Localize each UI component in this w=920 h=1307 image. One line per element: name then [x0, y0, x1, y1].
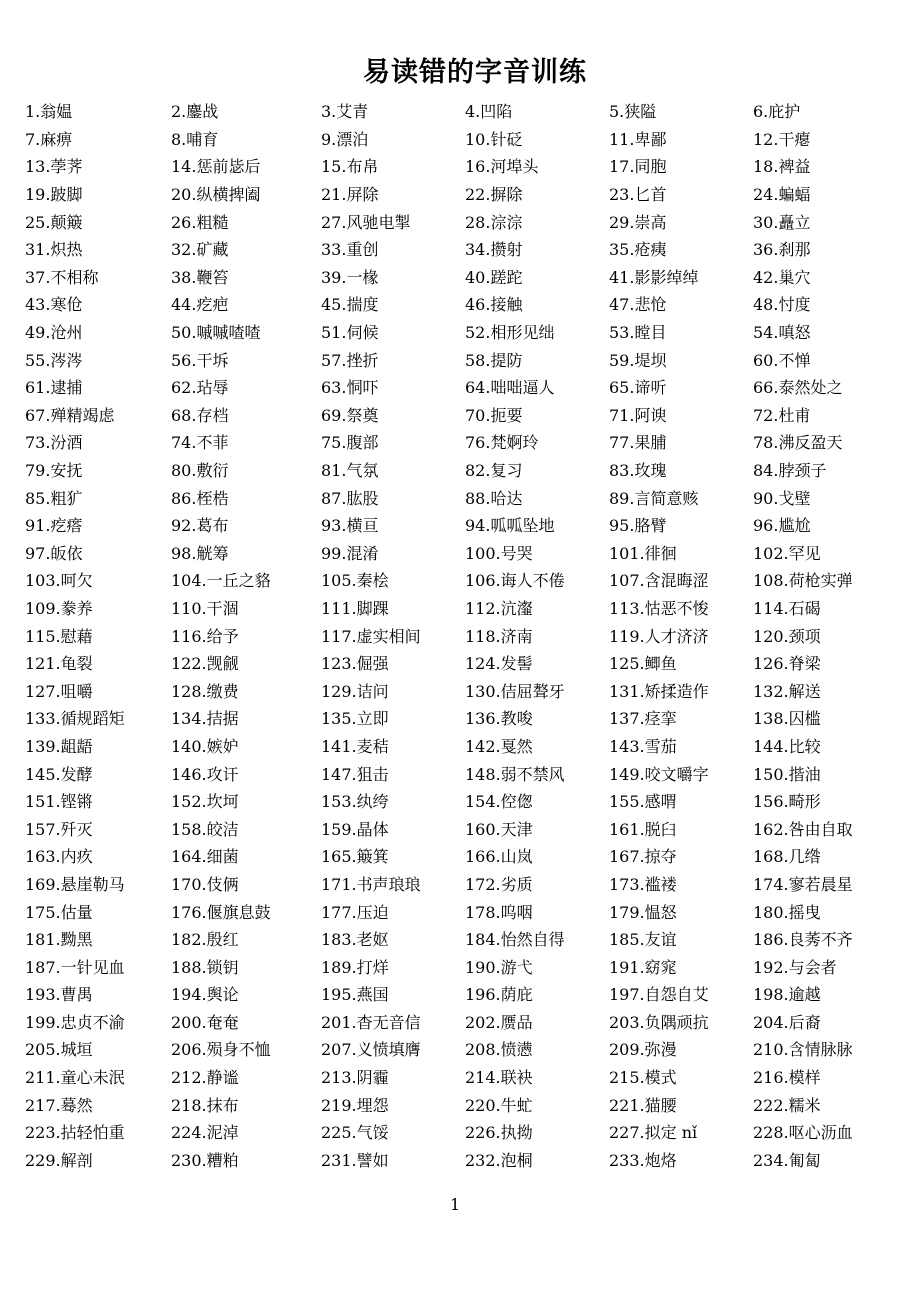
- vocab-item: 14.惩前毖后: [171, 157, 261, 177]
- vocab-item: 45.揣度: [321, 295, 379, 315]
- vocab-item: 5.狭隘: [609, 102, 657, 122]
- vocab-item: 79.安抚: [25, 461, 83, 481]
- vocab-item: 218.抹布: [171, 1095, 239, 1115]
- vocab-item: 93.横亘: [321, 516, 379, 536]
- vocab-item: 167.掠夺: [609, 847, 677, 867]
- vocab-item: 161.脱臼: [609, 819, 677, 839]
- vocab-item: 74.不菲: [171, 433, 229, 453]
- vocab-row: [25, 676, 905, 704]
- vocab-row: [25, 1146, 905, 1174]
- vocab-row: [25, 1035, 905, 1063]
- vocab-item: 209.弥漫: [609, 1040, 677, 1060]
- vocab-item: 137.痉挛: [609, 709, 677, 729]
- vocab-item: 83.玫瑰: [609, 461, 667, 481]
- vocab-item: 135.立即: [321, 709, 389, 729]
- vocab-item: 24.蝙蝠: [753, 185, 811, 205]
- vocab-row: [25, 759, 905, 787]
- vocab-item: 28.淙淙: [465, 212, 523, 232]
- vocab-item: 31.炽热: [25, 240, 83, 260]
- vocab-row: [25, 842, 905, 870]
- vocab-item: 158.皎洁: [171, 819, 239, 839]
- vocab-item: 210.含情脉脉: [753, 1040, 853, 1060]
- vocab-item: 140.嫉妒: [171, 736, 239, 756]
- vocab-row: [25, 263, 905, 291]
- vocab-item: 65.谛听: [609, 378, 667, 398]
- vocab-item: 110.干涸: [171, 598, 239, 618]
- vocab-item: 52.相形见绌: [465, 323, 555, 343]
- vocab-item: 208.愤懑: [465, 1040, 533, 1060]
- vocab-item: 16.河埠头: [465, 157, 539, 177]
- vocab-item: 190.游弋: [465, 957, 533, 977]
- vocab-item: 51.伺候: [321, 323, 379, 343]
- vocab-item: 188.锁钥: [171, 957, 239, 977]
- vocab-item: 10.针砭: [465, 129, 523, 149]
- vocab-row: [25, 401, 905, 429]
- vocab-item: 199.忠贞不渝: [25, 1012, 125, 1032]
- vocab-item: 7.麻痹: [25, 129, 73, 149]
- vocab-row: [25, 1063, 905, 1091]
- vocab-item: 99.混淆: [321, 543, 379, 563]
- vocab-item: 203.负隅顽抗: [609, 1012, 709, 1032]
- vocab-item: 109.豢养: [25, 598, 93, 618]
- vocab-item: 62.玷辱: [171, 378, 229, 398]
- vocab-row: [25, 1090, 905, 1118]
- vocab-item: 87.肱股: [321, 488, 379, 508]
- vocab-item: 49.沧州: [25, 323, 83, 343]
- vocab-item: 178.呜咽: [465, 902, 533, 922]
- vocab-item: 156.畸形: [753, 792, 821, 812]
- vocab-item: 23.匕首: [609, 185, 667, 205]
- vocab-item: 76.梵婀玲: [465, 433, 539, 453]
- vocab-row: [25, 649, 905, 677]
- vocab-item: 197.自怨自艾: [609, 985, 709, 1005]
- vocab-row: [25, 952, 905, 980]
- vocab-item: 176.偃旗息鼓: [171, 902, 271, 922]
- vocab-item: 59.堤坝: [609, 350, 667, 370]
- vocab-item: 224.泥淖: [171, 1123, 239, 1143]
- vocab-item: 27.风驰电掣: [321, 212, 411, 232]
- vocab-row: [25, 235, 905, 263]
- vocab-item: 174.寥若晨星: [753, 874, 853, 894]
- vocab-item: 171.书声琅琅: [321, 874, 421, 894]
- vocab-item: 181.黝黑: [25, 930, 93, 950]
- vocab-item: 58.提防: [465, 350, 523, 370]
- vocab-item: 6.庇护: [753, 102, 801, 122]
- vocab-item: 146.攻讦: [171, 764, 239, 784]
- vocab-item: 148.弱不禁风: [465, 764, 565, 784]
- vocab-item: 13.荸荠: [25, 157, 83, 177]
- vocab-item: 187.一针见血: [25, 957, 125, 977]
- vocab-row: [25, 180, 905, 208]
- vocab-item: 220.牛虻: [465, 1095, 533, 1115]
- vocab-item: 36.刹那: [753, 240, 811, 260]
- vocab-item: 152.坎坷: [171, 792, 239, 812]
- vocab-row: [25, 925, 905, 953]
- vocab-item: 219.埋怨: [321, 1095, 389, 1115]
- vocab-item: 120.颈项: [753, 626, 821, 646]
- vocab-item: 48.忖度: [753, 295, 811, 315]
- vocab-item: 215.模式: [609, 1068, 677, 1088]
- vocab-item: 175.估量: [25, 902, 93, 922]
- vocab-item: 132.解送: [753, 681, 821, 701]
- vocab-item: 196.荫庇: [465, 985, 533, 1005]
- vocab-item: 2.鏖战: [171, 102, 219, 122]
- vocab-item: 189.打烊: [321, 957, 389, 977]
- vocab-row: [25, 373, 905, 401]
- vocab-item: 154.倥偬: [465, 792, 533, 812]
- vocab-item: 128.缴费: [171, 681, 239, 701]
- vocab-row: [25, 980, 905, 1008]
- vocab-item: 103.呵欠: [25, 571, 93, 591]
- vocab-item: 54.嗔怒: [753, 323, 811, 343]
- vocab-item: 34.攒射: [465, 240, 523, 260]
- vocab-row: [25, 897, 905, 925]
- vocab-item: 168.几绺: [753, 847, 821, 867]
- vocab-item: 39.一椽: [321, 267, 379, 287]
- vocab-row: [25, 787, 905, 815]
- vocab-item: 163.内疚: [25, 847, 93, 867]
- vocab-item: 42.巢穴: [753, 267, 811, 287]
- vocab-item: 104.一丘之貉: [171, 571, 271, 591]
- vocab-item: 71.阿谀: [609, 405, 667, 425]
- vocab-item: 119.人才济济: [609, 626, 709, 646]
- vocab-item: 231.譬如: [321, 1150, 389, 1170]
- vocab-item: 108.荷枪实弹: [753, 571, 853, 591]
- vocab-item: 124.发髻: [465, 654, 533, 674]
- vocab-item: 233.炮烙: [609, 1150, 677, 1170]
- vocab-item: 143.雪茄: [609, 736, 677, 756]
- vocab-item: 145.发酵: [25, 764, 93, 784]
- vocab-row: [25, 207, 905, 235]
- vocab-item: 30.矗立: [753, 212, 811, 232]
- vocab-item: 82.复习: [465, 461, 523, 481]
- vocab-item: 157.歼灭: [25, 819, 93, 839]
- vocab-item: 114.石碣: [753, 598, 821, 618]
- vocab-item: 151.铿锵: [25, 792, 93, 812]
- vocab-item: 216.模样: [753, 1068, 821, 1088]
- vocab-item: 159.晶体: [321, 819, 389, 839]
- vocab-item: 217.蓦然: [25, 1095, 93, 1115]
- vocab-item: 228.呕心沥血: [753, 1123, 853, 1143]
- vocab-item: 198.逾越: [753, 985, 821, 1005]
- vocab-item: 1.翁媪: [25, 102, 73, 122]
- vocab-item: 126.脊梁: [753, 654, 821, 674]
- vocab-item: 223.拈轻怕重: [25, 1123, 125, 1143]
- vocab-item: 15.布帛: [321, 157, 379, 177]
- vocab-row: [25, 594, 905, 622]
- vocab-item: 230.糟粕: [171, 1150, 239, 1170]
- vocab-item: 98.觥筹: [171, 543, 229, 563]
- vocab-item: 92.葛布: [171, 516, 229, 536]
- vocab-item: 25.颠簸: [25, 212, 83, 232]
- vocab-item: 75.腹部: [321, 433, 379, 453]
- vocab-item: 164.细菌: [171, 847, 239, 867]
- vocab-item: 37.不相称: [25, 267, 99, 287]
- vocab-item: 211.童心未泯: [25, 1068, 125, 1088]
- vocab-item: 9.漂泊: [321, 129, 369, 149]
- vocab-item: 105.秦桧: [321, 571, 389, 591]
- vocab-item: 192.与会者: [753, 957, 837, 977]
- vocab-item: 127.咀嚼: [25, 681, 93, 701]
- vocab-item: 141.麦秸: [321, 736, 389, 756]
- vocab-item: 213.阴霾: [321, 1068, 389, 1088]
- vocab-item: 61.逮捕: [25, 378, 83, 398]
- vocab-item: 147.狙击: [321, 764, 389, 784]
- vocab-item: 138.囚槛: [753, 709, 821, 729]
- vocab-item: 41.影影绰绰: [609, 267, 699, 287]
- vocab-item: 133.循规蹈矩: [25, 709, 125, 729]
- vocab-item: 11.卑鄙: [609, 129, 667, 149]
- vocab-row: [25, 345, 905, 373]
- vocab-item: 130.佶屈聱牙: [465, 681, 565, 701]
- vocab-item: 193.曹禺: [25, 985, 93, 1005]
- vocab-item: 57.挫折: [321, 350, 379, 370]
- vocab-row: [25, 290, 905, 318]
- vocab-item: 38.鞭笞: [171, 267, 229, 287]
- vocab-item: 4.凹陷: [465, 102, 513, 122]
- page-number: 1: [450, 1195, 461, 1214]
- vocab-item: 72.杜甫: [753, 405, 811, 425]
- vocab-item: 226.执拗: [465, 1123, 533, 1143]
- vocab-item: 182.殷红: [171, 930, 239, 950]
- page-title: 易读错的字音训练: [363, 57, 587, 88]
- vocab-item: 142.戛然: [465, 736, 533, 756]
- vocab-item: 102.罕见: [753, 543, 821, 563]
- vocab-item: 44.疙疤: [171, 295, 229, 315]
- vocab-item: 206.殒身不恤: [171, 1040, 271, 1060]
- vocab-item: 47.悲怆: [609, 295, 667, 315]
- vocab-item: 112.沆瀣: [465, 598, 533, 618]
- vocab-item: 183.老妪: [321, 930, 389, 950]
- vocab-item: 21.屏除: [321, 185, 379, 205]
- vocab-item: 106.诲人不倦: [465, 571, 565, 591]
- vocab-item: 46.接触: [465, 295, 523, 315]
- vocab-item: 153.纨绔: [321, 792, 389, 812]
- vocab-item: 64.咄咄逼人: [465, 378, 555, 398]
- vocab-item: 50.嘁嘁喳喳: [171, 323, 261, 343]
- vocab-item: 84.脖颈子: [753, 461, 827, 481]
- vocab-row: [25, 870, 905, 898]
- vocab-item: 234.匍匐: [753, 1150, 821, 1170]
- vocab-item: 32.矿藏: [171, 240, 229, 260]
- vocab-item: 131.矫揉造作: [609, 681, 709, 701]
- vocab-item: 180.摇曳: [753, 902, 821, 922]
- vocab-item: 70.扼要: [465, 405, 523, 425]
- vocab-item: 225.气馁: [321, 1123, 389, 1143]
- vocab-row: [25, 621, 905, 649]
- vocab-item: 97.皈依: [25, 543, 83, 563]
- vocab-item: 194.舆论: [171, 985, 239, 1005]
- vocab-item: 195.燕国: [321, 985, 389, 1005]
- vocab-item: 165.簸箕: [321, 847, 389, 867]
- vocab-item: 96.尴尬: [753, 516, 811, 536]
- vocab-row: [25, 704, 905, 732]
- vocab-row: [25, 1008, 905, 1036]
- vocab-item: 77.果脯: [609, 433, 667, 453]
- vocab-item: 117.虚实相间: [321, 626, 421, 646]
- vocab-item: 173.褴褛: [609, 874, 677, 894]
- vocab-item: 170.伎俩: [171, 874, 239, 894]
- vocab-item: 12.干瘪: [753, 129, 811, 149]
- vocab-item: 134.拮据: [171, 709, 239, 729]
- vocab-item: 26.粗糙: [171, 212, 229, 232]
- vocab-row: [25, 1118, 905, 1146]
- vocab-item: 144.比较: [753, 736, 821, 756]
- vocab-item: 66.泰然处之: [753, 378, 843, 398]
- vocab-row: [25, 732, 905, 760]
- vocab-item: 118.济南: [465, 626, 533, 646]
- vocab-item: 200.奄奄: [171, 1012, 239, 1032]
- vocab-item: 232.泡桐: [465, 1150, 533, 1170]
- vocab-row: [25, 97, 905, 125]
- vocab-item: 129.诘问: [321, 681, 389, 701]
- vocab-item: 91.疙瘩: [25, 516, 83, 536]
- vocab-item: 81.气氛: [321, 461, 379, 481]
- vocab-item: 86.桎梏: [171, 488, 229, 508]
- vocab-item: 55.涔涔: [25, 350, 83, 370]
- vocab-item: 204.后裔: [753, 1012, 821, 1032]
- vocab-item: 100.号哭: [465, 543, 533, 563]
- vocab-item: 123.倔强: [321, 654, 389, 674]
- vocab-item: 22.摒除: [465, 185, 523, 205]
- vocab-item: 90.戈壁: [753, 488, 811, 508]
- vocab-item: 78.沸反盈天: [753, 433, 843, 453]
- vocab-item: 191.窈窕: [609, 957, 677, 977]
- vocab-item: 179.愠怒: [609, 902, 677, 922]
- vocab-row: [25, 125, 905, 153]
- vocab-item: 89.言简意赅: [609, 488, 699, 508]
- vocab-item: 122.觊觎: [171, 654, 239, 674]
- vocab-item: 207.义愤填膺: [321, 1040, 421, 1060]
- vocab-row: [25, 539, 905, 567]
- vocab-item: 136.教唆: [465, 709, 533, 729]
- vocab-row: [25, 511, 905, 539]
- vocab-item: 33.重创: [321, 240, 379, 260]
- vocab-row: [25, 814, 905, 842]
- vocab-item: 67.殚精竭虑: [25, 405, 115, 425]
- vocab-row: [25, 483, 905, 511]
- vocab-item: 29.崇高: [609, 212, 667, 232]
- vocab-item: 201.杳无音信: [321, 1012, 421, 1032]
- vocab-item: 139.龃龉: [25, 736, 93, 756]
- vocab-item: 43.寒伧: [25, 295, 83, 315]
- vocab-item: 212.静谧: [171, 1068, 239, 1088]
- vocab-item: 169.悬崖勒马: [25, 874, 125, 894]
- vocab-row: [25, 456, 905, 484]
- vocab-item: 53.瞠目: [609, 323, 667, 343]
- vocab-item: 115.慰藉: [25, 626, 93, 646]
- vocab-item: 205.城垣: [25, 1040, 93, 1060]
- vocab-row: [25, 318, 905, 346]
- vocab-item: 69.祭奠: [321, 405, 379, 425]
- vocab-item: 68.存档: [171, 405, 229, 425]
- vocab-item: 229.解剖: [25, 1150, 93, 1170]
- vocab-item: 185.友谊: [609, 930, 677, 950]
- vocab-item: 40.蹉跎: [465, 267, 523, 287]
- vocab-item: 113.怙恶不悛: [609, 598, 709, 618]
- vocab-item: 177.压迫: [321, 902, 389, 922]
- vocab-item: 18.裨益: [753, 157, 811, 177]
- vocab-item: 149.咬文嚼字: [609, 764, 709, 784]
- vocab-item: 166.山岚: [465, 847, 533, 867]
- vocab-item: 35.疮痍: [609, 240, 667, 260]
- vocab-item: 60.不惮: [753, 350, 811, 370]
- vocab-item: 172.劣质: [465, 874, 533, 894]
- vocab-item: 101.徘徊: [609, 543, 677, 563]
- vocab-item: 160.天津: [465, 819, 533, 839]
- vocab-item: 111.脚踝: [321, 598, 389, 618]
- vocab-item: 221.猫腰: [609, 1095, 677, 1115]
- vocab-item: 88.哈达: [465, 488, 523, 508]
- vocab-item: 202.赝品: [465, 1012, 533, 1032]
- vocab-item: 95.胳臂: [609, 516, 667, 536]
- vocab-item: 214.联袂: [465, 1068, 533, 1088]
- vocab-item: 17.同胞: [609, 157, 667, 177]
- vocab-item: 20.纵横捭阖: [171, 185, 261, 205]
- vocab-item: 150.揩油: [753, 764, 821, 784]
- vocab-item: 56.干坼: [171, 350, 229, 370]
- vocab-item: 80.敷衍: [171, 461, 229, 481]
- vocabulary-grid: [25, 97, 905, 1173]
- vocab-item: 19.跛脚: [25, 185, 83, 205]
- vocab-row: [25, 152, 905, 180]
- vocab-item: 184.怡然自得: [465, 930, 565, 950]
- vocab-item: 3.艾青: [321, 102, 369, 122]
- vocab-item: 186.良莠不齐: [753, 930, 853, 950]
- vocab-item: 116.给予: [171, 626, 239, 646]
- vocab-item: 227.拟定 nǐ: [609, 1123, 698, 1143]
- vocab-item: 73.汾酒: [25, 433, 83, 453]
- vocab-item: 63.恫吓: [321, 378, 379, 398]
- vocab-item: 162.咎由自取: [753, 819, 853, 839]
- vocab-item: 125.鲫鱼: [609, 654, 677, 674]
- vocab-item: 222.糯米: [753, 1095, 821, 1115]
- vocab-row: [25, 428, 905, 456]
- vocab-item: 8.哺育: [171, 129, 219, 149]
- vocab-item: 94.呱呱坠地: [465, 516, 555, 536]
- vocab-item: 121.龟裂: [25, 654, 93, 674]
- vocab-item: 85.粗犷: [25, 488, 83, 508]
- vocab-item: 155.感喟: [609, 792, 677, 812]
- vocab-row: [25, 566, 905, 594]
- vocab-item: 107.含混晦涩: [609, 571, 709, 591]
